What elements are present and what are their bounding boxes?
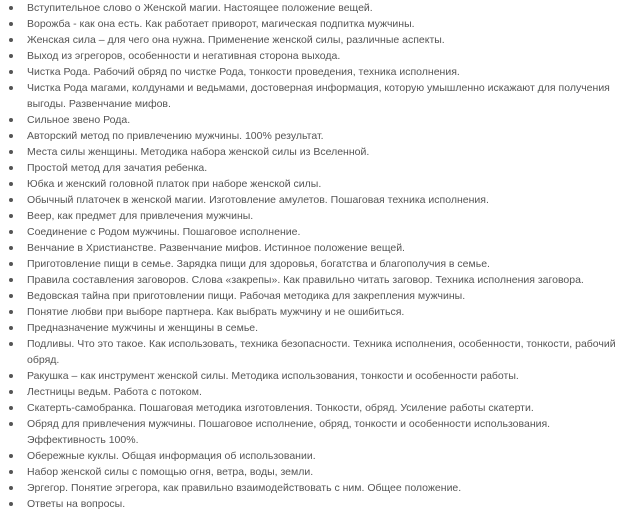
list-item-text: Подливы. Что это такое. Как использовать, техника безопасности. Техника исполнения, особенности, тонкости, рабочий обряд. [27, 338, 616, 366]
list-item [6, 208, 626, 224]
list-item-text: Чистка Рода магами, колдунами и ведьмами, достоверная информация, которую умышленно искажают для получения выгоды. Развенчание мифов. [27, 82, 610, 110]
bullet-icon [9, 326, 13, 330]
bullet-icon [9, 182, 13, 186]
bullet-icon [9, 262, 13, 266]
bullet-icon [9, 54, 13, 58]
list-item [6, 64, 626, 80]
list-item-text: Правила составления заговоров. Слова «закрепы». Как правильно читать заговор. Техника исполнения заговора. [27, 274, 584, 286]
bullet-icon [9, 406, 13, 410]
list-item-text: Юбка и женский головной платок при наборе женской силы. [27, 178, 322, 190]
list-item-text: Ответы на вопросы. [27, 498, 126, 510]
list-item-text: Сильное звено Рода. [27, 114, 131, 126]
list-item-text: Ведовская тайна при приготовлении пищи. Рабочая методика для закрепления мужчины. [27, 290, 466, 302]
list-item-text: Места силы женщины. Методика набора женской силы из Вселенной. [27, 146, 370, 158]
list-item [6, 32, 626, 48]
bullet-icon [9, 454, 13, 458]
list-item-text: Вступительное слово о Женской магии. Настоящее положение вещей. [27, 2, 373, 14]
bullet-icon [9, 86, 13, 90]
list-item-text: Предназначение мужчины и женщины в семье. [27, 322, 259, 334]
list-item-text: Понятие любви при выборе партнера. Как выбрать мужчину и не ошибиться. [27, 306, 405, 318]
list-item-text: Обычный платочек в женской магии. Изготовление амулетов. Пошаговая техника исполнения. [27, 194, 489, 206]
list-item [6, 288, 626, 304]
list-item-text: Простой метод для зачатия ребенка. [27, 162, 208, 174]
topics-list [6, 0, 626, 512]
list-item [6, 464, 626, 480]
bullet-icon [9, 70, 13, 74]
bullet-icon [9, 486, 13, 490]
list-item [6, 48, 626, 64]
bullet-icon [9, 294, 13, 298]
list-item [6, 256, 626, 272]
list-item-text: Венчание в Христианстве. Развенчание мифов. Истинное положение вещей. [27, 242, 405, 254]
bullet-icon [9, 134, 13, 138]
list-item [6, 160, 626, 176]
list-item [6, 144, 626, 160]
list-item [6, 496, 626, 512]
bullet-icon [9, 150, 13, 154]
list-item [6, 176, 626, 192]
bullet-icon [9, 470, 13, 474]
bullet-icon [9, 166, 13, 170]
list-item [6, 304, 626, 320]
list-item-text: Чистка Рода. Рабочий обряд по чистке Рода, тонкости проведения, техника исполнения. [27, 66, 460, 78]
list-item-text: Ворожба - как она есть. Как работает приворот, магическая подпитка мужчины. [27, 18, 415, 30]
bullet-icon [9, 6, 13, 10]
list-item [6, 0, 626, 16]
list-item-text: Ракушка – как инструмент женской силы. Методика использования, тонкости и особенности работы. [27, 370, 519, 382]
list-item-text: Женская сила – для чего она нужна. Применение женской силы, различные аспекты. [27, 34, 445, 46]
list-item-text: Обряд для привлечения мужчины. Пошаговое исполнение, обряд, тонкости и особенности использования. Эффективность 100%. [27, 418, 551, 446]
list-item [6, 240, 626, 256]
bullet-icon [9, 214, 13, 218]
list-item-text: Обережные куклы. Общая информация об использовании. [27, 450, 316, 462]
bullet-icon [9, 278, 13, 282]
bullet-icon [9, 502, 13, 506]
list-item-text: Выход из эгрегоров, особенности и негативная сторона выхода. [27, 50, 341, 62]
list-item [6, 480, 626, 496]
bullet-icon [9, 422, 13, 426]
list-item [6, 224, 626, 240]
bullet-icon [9, 198, 13, 202]
list-item-text: Эргегор. Понятие эгрегора, как правильно взаимодействовать с ним. Общее положение. [27, 482, 462, 494]
list-item [6, 384, 626, 400]
list-item [6, 368, 626, 384]
list-item-text: Набор женской силы с помощью огня, ветра, воды, земли. [27, 466, 314, 478]
bullet-icon [9, 22, 13, 26]
list-item [6, 400, 626, 416]
bullet-icon [9, 310, 13, 314]
bullet-icon [9, 230, 13, 234]
list-item [6, 112, 626, 128]
list-item-text: Скатерть-самобранка. Пошаговая методика изготовления. Тонкости, обряд. Усиление работы скатерти. [27, 402, 534, 414]
list-item-text: Приготовление пищи в семье. Зарядка пищи для здоровья, богатства и благополучия в семье. [27, 258, 490, 270]
bullet-icon [9, 118, 13, 122]
bullet-icon [9, 374, 13, 378]
list-item-text: Веер, как предмет для привлечения мужчины. [27, 210, 254, 222]
list-item-text: Авторский метод по привлечению мужчины. 100% результат. [27, 130, 324, 142]
bullet-icon [9, 342, 13, 346]
list-item-text: Соединение с Родом мужчины. Пошаговое исполнение. [27, 226, 301, 238]
list-item [6, 272, 626, 288]
bullet-icon [9, 38, 13, 42]
list-item [6, 128, 626, 144]
list-item [6, 320, 626, 336]
list-item [6, 192, 626, 208]
list-item [6, 16, 626, 32]
list-item [6, 416, 626, 448]
bullet-icon [9, 246, 13, 250]
list-item-text: Лестницы ведьм. Работа с потоком. [27, 386, 202, 398]
list-item [6, 448, 626, 464]
bullet-icon [9, 390, 13, 394]
list-item [6, 336, 626, 368]
list-item [6, 80, 626, 112]
